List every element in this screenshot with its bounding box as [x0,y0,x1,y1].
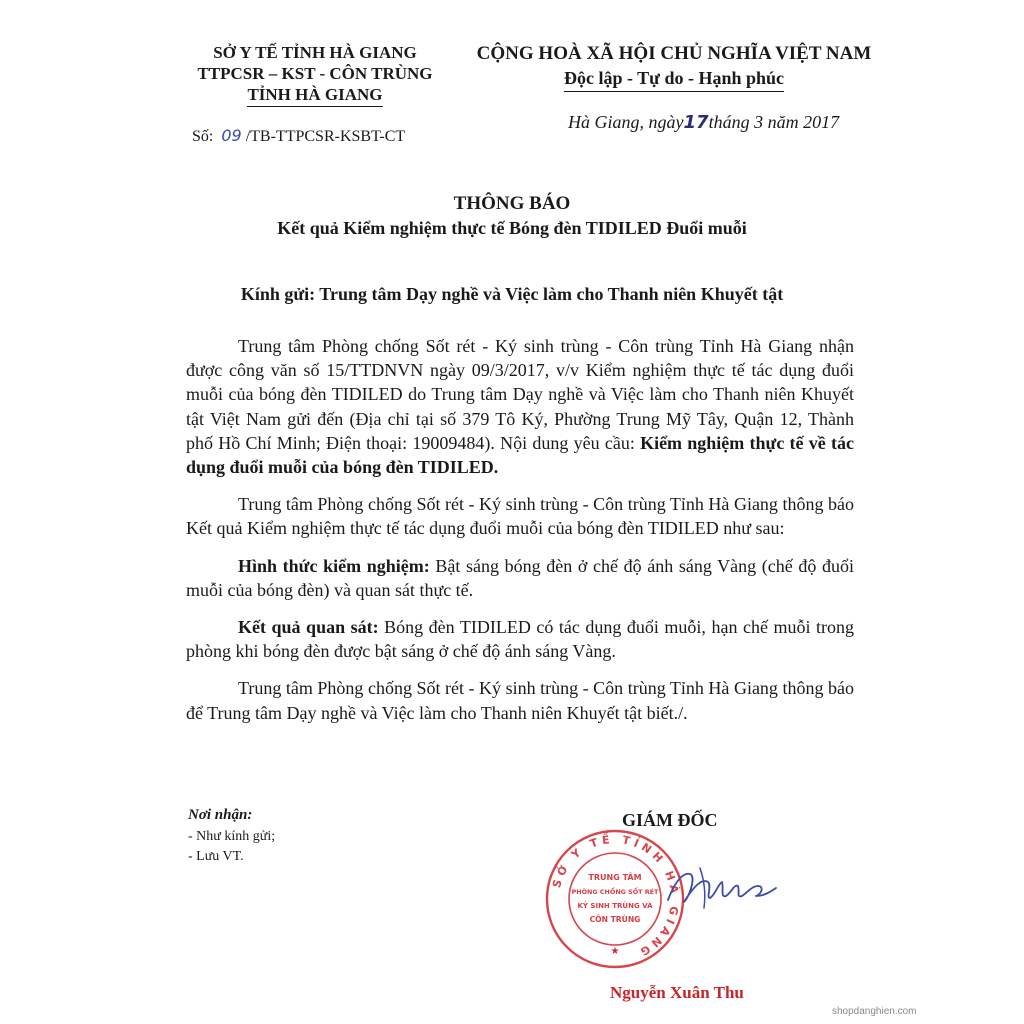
stamp-star-icon: ★ [610,946,620,957]
doc-number-prefix: Số: [192,128,214,145]
recipient-line: Kính gửi: Trung tâm Dạy nghề và Việc làm cho Thanh niên Khuyết tật [240,284,784,304]
date-day-handwritten: 17 [683,112,709,133]
doc-number-handwritten: 09 [221,126,242,145]
test-method-label: Hình thức kiểm nghiệm: [238,555,430,576]
agency-line-3: TỈNH HÀ GIANG [247,84,382,107]
stamp-center-line: TRUNG TÂM [588,873,642,882]
document-body [186,334,854,738]
observation-label: Kết quả quan sát: [238,617,379,638]
recipient-item: - Như kính gửi; [188,829,276,844]
national-header [468,42,880,92]
agency-line-1: SỞ Y TẾ TỈNH HÀ GIANG [213,43,417,62]
paragraph-3 [186,554,854,602]
agency-line-2: TTPCSR – KST - CÔN TRÙNG [197,64,433,83]
test-method-text: Bật sáng bóng đèn ở chế độ ánh sáng Vàng (chế độ đuổi muỗi của bóng đèn) và quan sát thực tế. [186,555,854,600]
date-suffix: tháng 3 năm 2017 [708,112,840,132]
paragraph-5: Trung tâm Phòng chống Sốt rét - Ký sinh trùng - Côn trùng Tỉnh Hà Giang thông báo để Trung tâm Dạy nghề và Việc làm cho Thanh niên Khuyết tật biết./. [186,678,854,723]
national-motto: Độc lập - Tự do - Hạnh phúc [564,66,784,92]
observation-text: Bóng đèn TIDILED có tác dụng đuổi muỗi, hạn chế muỗi trong phòng khi bóng đèn được bật sáng ở chế độ ánh sáng Vàng. [186,617,855,662]
document-title: THÔNG BÁO [453,193,571,214]
paragraph-1-bold: Kiểm nghiệm thực tế về tác dụng đuổi muỗi của bóng đèn TIDILED. [186,432,854,478]
stamp-center-line: KÝ SINH TRÙNG VÀ [577,902,653,910]
document-number [192,126,405,146]
signer-name: Nguyễn Xuân Thu [610,983,744,1002]
paragraph-2: Trung tâm Phòng chống Sốt rét - Ký sinh trùng - Côn trùng Tỉnh Hà Giang thông báo Kết quả Kiểm nghiệm thực tế tác dụng đuổi muỗi của bóng đèn TIDILED như sau: [186,494,854,539]
director-signature [660,856,780,916]
watermark: shopdanghien.com [832,1006,917,1017]
director-title: GIÁM ĐỐC [622,810,718,830]
recipient-item: - Lưu VT. [188,849,244,864]
stamp-center-line: CÔN TRÙNG [589,915,641,924]
paragraph-1 [186,334,854,479]
national-title: CỘNG HOÀ XÃ HỘI CHỦ NGHĨA VIỆT NAM [476,43,872,64]
document-date [568,112,839,133]
paragraph-1-text: Trung tâm Phòng chống Sốt rét - Ký sinh trùng - Côn trùng Tỉnh Hà Giang nhận được công văn số 15/TTDNVN ngày 09/3/2017, v/v Kiểm nghiệm thực tế tác dụng đuổi muỗi của bóng đèn TIDILED do Trung tâm Dạy nghề và Việc làm cho Thanh niên Khuyết tật Việt Nam gửi đến (Địa chỉ tại số 379 Tô Ký, Phường Trung Mỹ Tây, Quận 12, Thành phố Hồ Chí Minh; Điện thoại: 19009484). Nội dung yêu cầu: [186,336,854,453]
stamp-center-line: PHÒNG CHỐNG SỐT RÉT [571,888,659,896]
paragraph-4 [186,615,854,663]
stamp-ring-text: SỞ Y TẾ TỈNH HÀ GIANG [550,832,682,961]
doc-number-suffix: /TB-TTPCSR-KSBT-CT [245,128,406,145]
recipients-label: Nơi nhận: [188,807,253,823]
date-prefix: Hà Giang, ngày [568,112,684,132]
issuing-agency-header [180,42,450,107]
document-subtitle: Kết quả Kiểm nghiệm thực tế Bóng đèn TIDILED Đuổi muỗi [277,218,747,238]
